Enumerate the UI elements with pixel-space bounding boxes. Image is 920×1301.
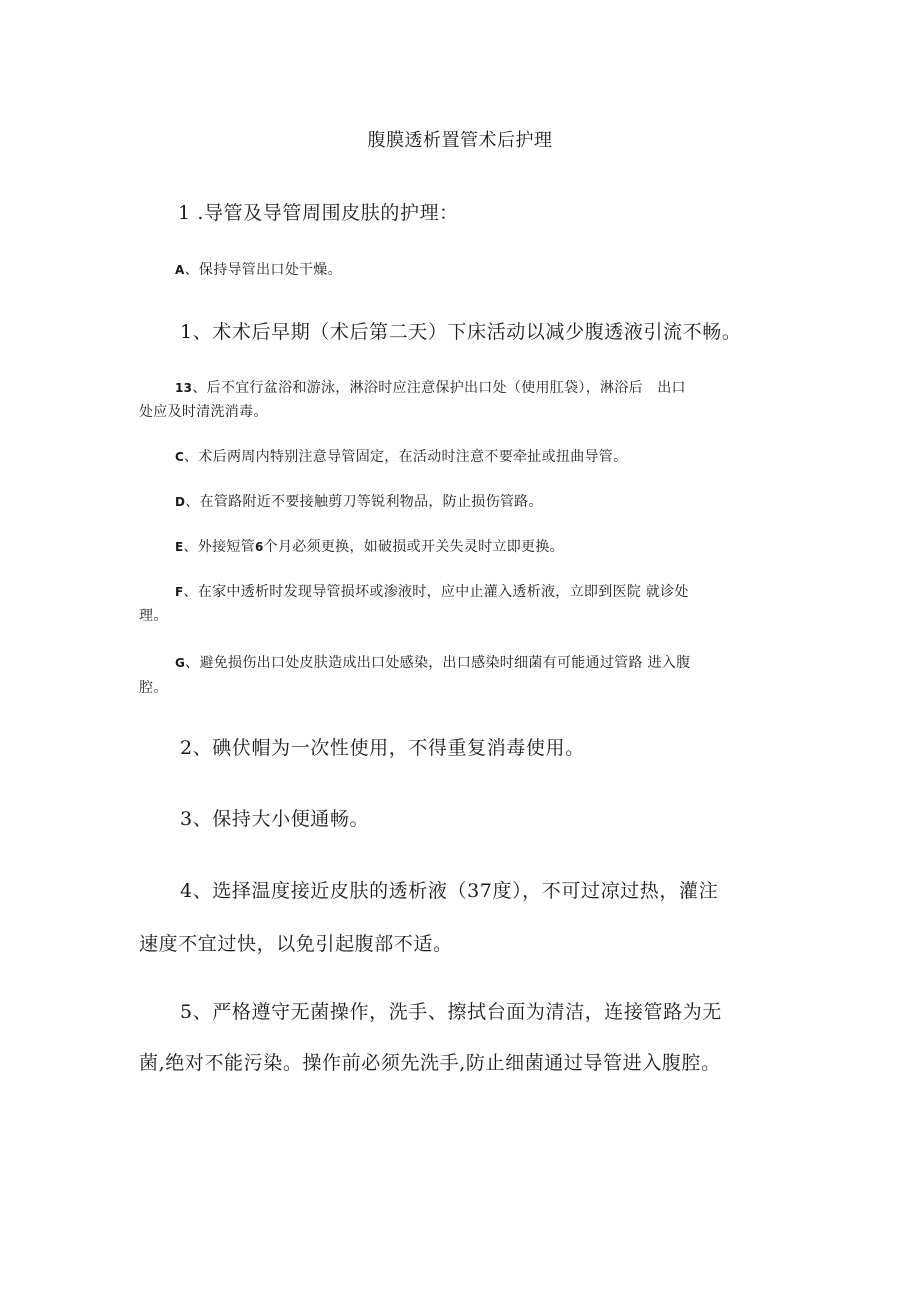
item-g-text-line1: 、避免损伤出口处皮肤造成出口处感染，出口感染时细菌有可能通过管路 进入腹 xyxy=(185,655,691,671)
item-g-label: G xyxy=(175,656,186,670)
item-c-text: 、术后两周内特别注意导管固定，在活动时注意不要牵扯或扭曲导管。 xyxy=(184,449,628,465)
item-b-text-line1: 、后不宜行盆浴和游泳，淋浴时应注意保护出口处（使用肛袋），淋浴后 出口 xyxy=(192,380,686,396)
paragraph-4-line1: 4、选择温度接近皮肤的透析液（37度），不可过凉过热，灌注 xyxy=(180,880,719,902)
item-b-line2: 处应及时清洗消毒。 xyxy=(139,404,268,420)
item-f-text-line1: 、在家中透析时发现导管损坏或渗液时，应中止灌入透析液，立即到医院 就诊处 xyxy=(183,584,689,600)
item-e-text-before: 、外接短管 xyxy=(183,539,255,555)
paragraph-3: 3、保持大小便通畅。 xyxy=(180,808,370,830)
item-g-line2: 腔。 xyxy=(139,680,168,696)
item-a xyxy=(175,259,342,279)
item-f-line2: 理。 xyxy=(139,608,168,624)
item-e-text-after: 个月必须更换，如破损或开关失灵时立即更换。 xyxy=(263,539,564,555)
item-c xyxy=(175,446,627,466)
item-d xyxy=(175,491,543,511)
item-d-text: 、在管路附近不要接触剪刀等锐利物品，防止损伤管路。 xyxy=(185,494,543,510)
paragraph-5-line1: 5、严格遵守无菌操作，洗手、擦拭台面为清洁，连接管路为无 xyxy=(180,1001,722,1023)
paragraph-1: 1、术术后早期（术后第二天）下床活动以减少腹透液引流不畅。 xyxy=(180,321,742,343)
paragraph-2: 2、碘伏帽为一次性使用，不得重复消毒使用。 xyxy=(180,737,585,759)
item-c-label: C xyxy=(175,450,185,464)
item-a-text: 、保持导管出口处干燥。 xyxy=(184,262,342,278)
item-e xyxy=(175,536,564,556)
paragraph-5-line2: 菌,绝对不能污染。操作前必须先洗手,防止细菌通过导管进入腹腔。 xyxy=(139,1052,721,1074)
paragraph-4-line2: 速度不宜过快，以免引起腹部不适。 xyxy=(139,933,453,955)
item-d-label: D xyxy=(175,495,186,509)
document-title: 腹膜透析置管术后护理 xyxy=(367,130,553,151)
item-e-label: E xyxy=(175,540,184,554)
item-f-line1 xyxy=(175,581,689,601)
item-b-label: 13 xyxy=(175,381,193,395)
section-heading-1: 1 .导管及导管周围皮肤的护理： xyxy=(178,202,459,224)
item-a-label: A xyxy=(175,263,185,277)
item-g-line1 xyxy=(175,652,690,672)
item-f-label: F xyxy=(175,585,184,599)
item-e-number: 6 xyxy=(255,540,264,554)
item-b-line1 xyxy=(175,377,686,397)
